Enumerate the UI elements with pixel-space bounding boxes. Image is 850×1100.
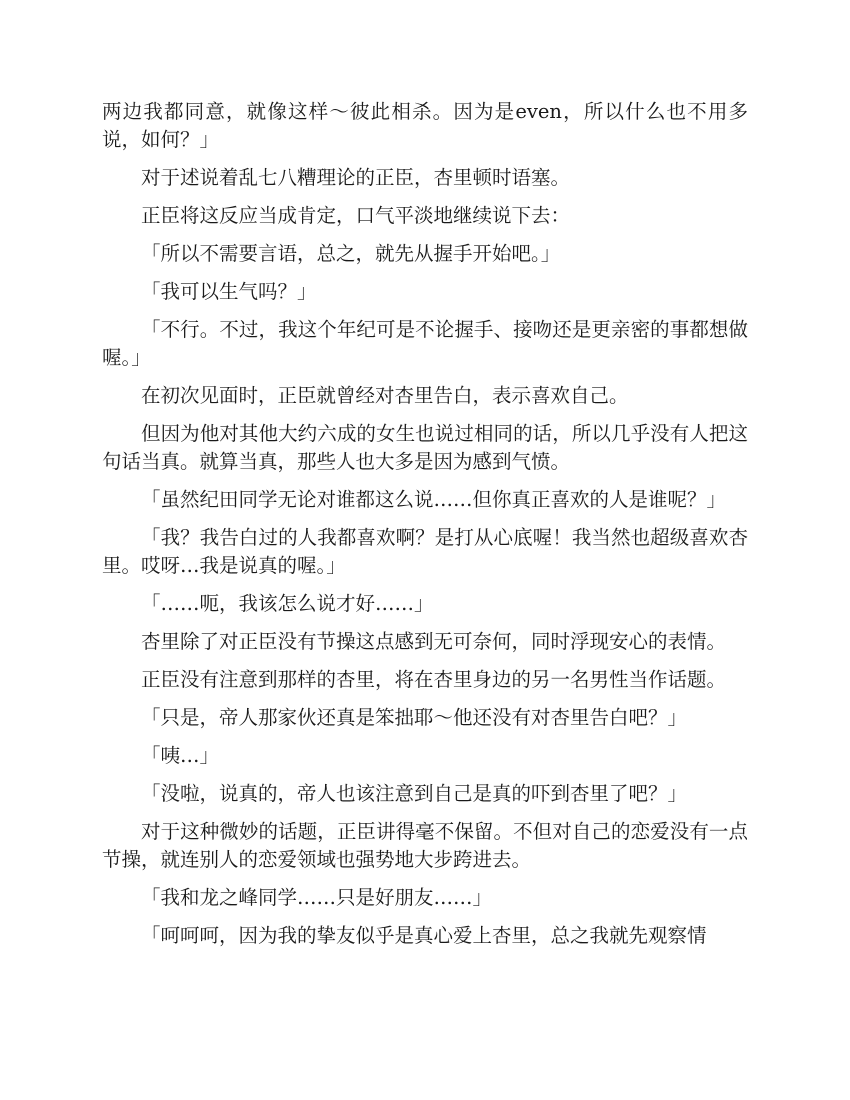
paragraph: 「……呃，我该怎么说才好……」 [141,592,434,615]
paragraph: 「所以不需要言语，总之，就先从握手开始吧。」 [141,242,561,265]
paragraph: 「只是，帝人那家伙还真是笨拙耶～他还没有对杏里告白吧？」 [141,706,688,729]
paragraph: 在初次见面时，正臣就曾经对杏里告白，表示喜欢自己。 [141,384,629,407]
paragraph: 「咦…」 [141,744,220,767]
paragraph: 「我和龙之峰同学……只是好朋友……」 [141,886,493,909]
paragraph: 杏里除了对正臣没有节操这点感到无可奈何，同时浮现安心的表情。 [141,630,727,653]
paragraph: 两边我都同意，就像这样～彼此相杀。因为是even，所以什么也不用多说，如何？」 [102,100,748,151]
paragraph: 正臣没有注意到那样的杏里，将在杏里身边的另一名男性当作话题。 [141,668,727,691]
paragraph: 「没啦，说真的，帝人也该注意到自己是真的吓到杏里了吧？」 [141,782,688,805]
paragraph: 对于这种微妙的话题，正臣讲得毫不保留。不但对自己的恋爱没有一点节操，就连别人的恋爱领域也强势地大步跨进去。 [102,820,748,871]
paragraph: 对于述说着乱七八糟理论的正臣，杏里顿时语塞。 [141,166,571,189]
document-page [102,98,748,960]
paragraph: 正臣将这反应当成肯定，口气平淡地继续说下去： [141,204,571,227]
paragraph: 「呵呵呵，因为我的挚友似乎是真心爱上杏里，总之我就先观察情 [141,924,707,947]
paragraph: 「我？我告白过的人我都喜欢啊？是打从心底喔！我当然也超级喜欢杏里。哎呀…我是说真的喔。」 [102,526,748,577]
paragraph: 「虽然纪田同学无论对谁都这么说……但你真正喜欢的人是谁呢？」 [141,488,727,511]
paragraph: 但因为他对其他大约六成的女生也说过相同的话，所以几乎没有人把这句话当真。就算当真，那些人也大多是因为感到气愤。 [102,422,748,473]
paragraph: 「我可以生气吗？」 [141,280,317,303]
paragraph: 「不行。不过，我这个年纪可是不论握手、接吻还是更亲密的事都想做喔。」 [102,318,748,369]
